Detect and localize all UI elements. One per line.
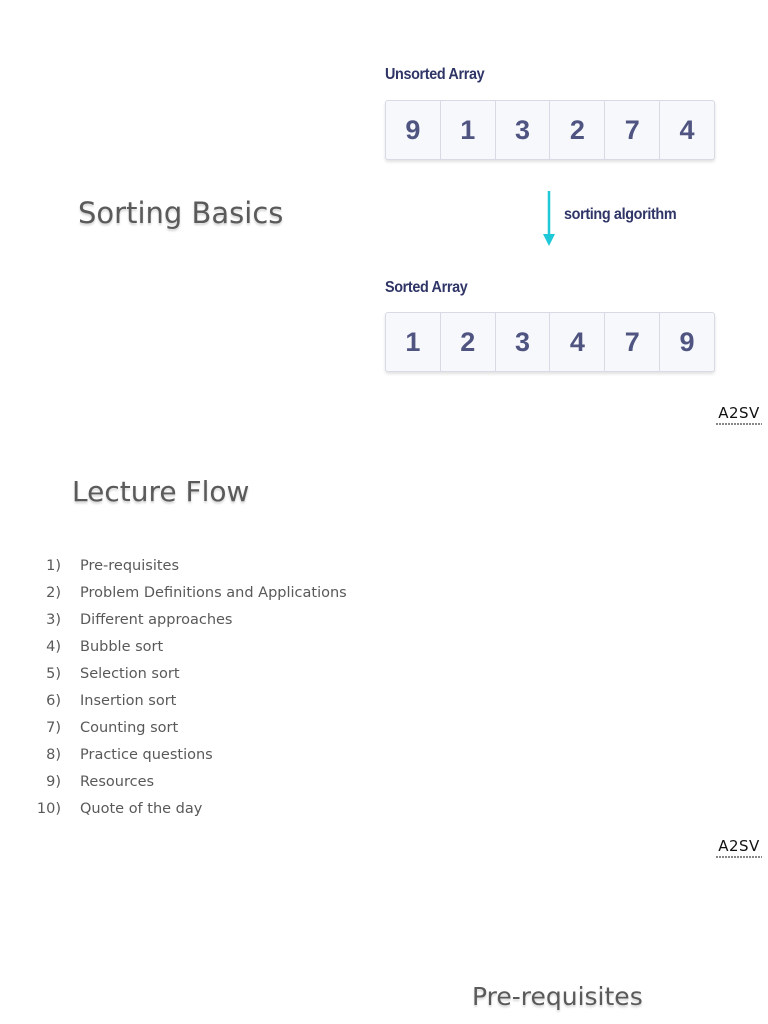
list-text: Problem Definitions and Applications: [80, 584, 347, 601]
logo-text: A2SV: [718, 404, 760, 422]
list-number: 5): [46, 665, 61, 682]
array-cell: 9: [386, 101, 441, 159]
array-cell: 7: [605, 101, 660, 159]
list-text: Pre-requisites: [80, 557, 180, 574]
list-item: [0, 687, 347, 714]
list-item: [0, 768, 347, 795]
list-text: Quote of the day: [80, 800, 203, 817]
list-item: [0, 795, 347, 822]
array-cell: 1: [441, 101, 496, 159]
list-text: Resources: [80, 773, 155, 790]
down-arrow-icon: [541, 190, 557, 248]
lecture-flow-list: [0, 552, 347, 822]
list-text: Practice questions: [80, 746, 213, 763]
list-text: Insertion sort: [80, 692, 177, 709]
array-cell: 2: [441, 313, 496, 371]
logo-text: A2SV: [718, 837, 760, 855]
list-item: [0, 633, 347, 660]
list-item: [0, 660, 347, 687]
slide-pre-requisites: [0, 864, 768, 1024]
slide-title: Lecture Flow: [72, 475, 250, 508]
list-number: 9): [46, 773, 61, 790]
array-cell: 3: [496, 101, 551, 159]
array-cell: 2: [550, 101, 605, 159]
list-number: 6): [46, 692, 61, 709]
list-item: [0, 741, 347, 768]
logo-tagline: [716, 423, 762, 425]
a2sv-logo: [716, 839, 762, 858]
list-number: 7): [46, 719, 61, 736]
list-item: [0, 714, 347, 741]
list-text: Selection sort: [80, 665, 180, 682]
list-number: 10): [36, 800, 61, 817]
logo-tagline: [716, 856, 762, 858]
sorted-array-label: Sorted Array: [385, 279, 468, 296]
list-number: 1): [46, 557, 61, 574]
unsorted-array-label: Unsorted Array: [385, 66, 485, 83]
array-cell: 1: [386, 313, 441, 371]
array-cell: 3: [496, 313, 551, 371]
slide-lecture-flow: [0, 432, 768, 864]
array-cell: 7: [605, 313, 660, 371]
list-item: [0, 606, 347, 633]
list-number: 8): [46, 746, 61, 763]
array-cell: 4: [550, 313, 605, 371]
sorting-algorithm-label: sorting algorithm: [564, 206, 677, 223]
slide-title: Sorting Basics: [78, 196, 284, 230]
list-number: 3): [46, 611, 61, 628]
list-item: [0, 552, 347, 579]
list-number: 4): [46, 638, 61, 655]
a2sv-logo: [716, 406, 762, 425]
list-item: [0, 579, 347, 606]
list-number: 2): [46, 584, 61, 601]
list-text: Different approaches: [80, 611, 233, 628]
slide-title: Pre-requisites: [472, 982, 643, 1011]
slide-sorting-basics: [0, 0, 768, 432]
unsorted-array: [385, 100, 715, 160]
sorted-array: [385, 312, 715, 372]
list-text: Counting sort: [80, 719, 179, 736]
array-cell: 4: [679, 114, 695, 145]
list-text: Bubble sort: [80, 638, 164, 655]
array-cell: 9: [679, 326, 695, 357]
